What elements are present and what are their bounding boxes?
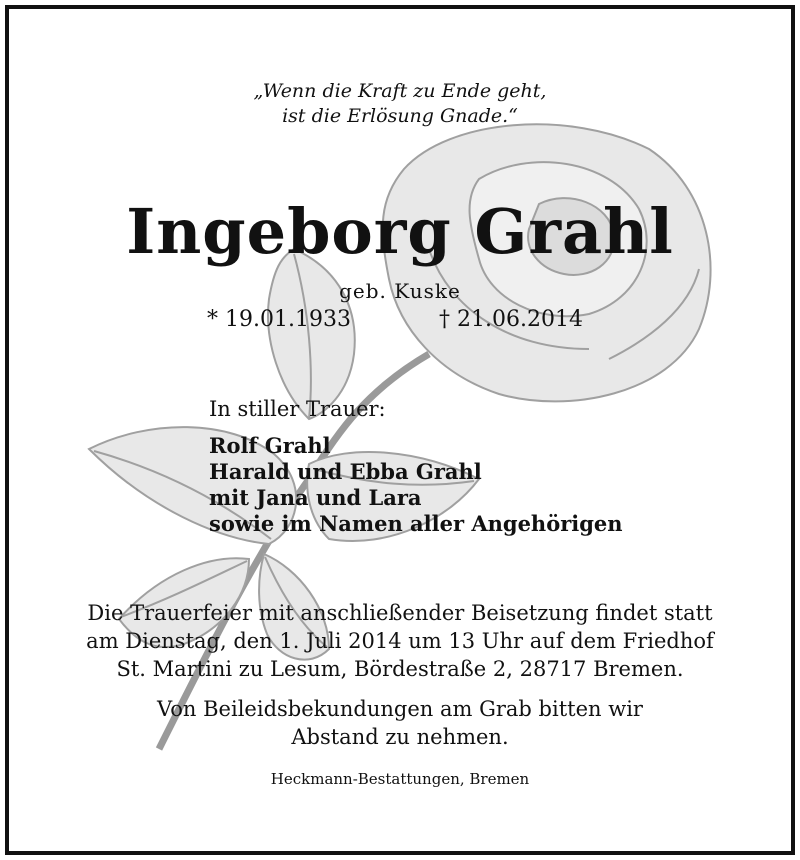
- mourner-line: Rolf Grahl: [209, 433, 331, 458]
- mourner-line: sowie im Namen aller Angehörigen: [209, 511, 623, 536]
- condolence-line: Abstand zu nehmen.: [291, 725, 509, 749]
- mourning-heading: In stiller Trauer:: [209, 397, 386, 421]
- obituary-frame: [5, 5, 795, 855]
- ceremony-line: St. Martini zu Lesum, Bördestraße 2, 28717 Bremen.: [116, 657, 684, 681]
- death-date: † 21.06.2014: [439, 307, 583, 332]
- ceremony-line: Die Trauerfeier mit anschließender Beisetzung findet statt: [87, 601, 713, 625]
- condolence-line: Von Beileidsbekundungen am Grab bitten wir: [157, 697, 643, 721]
- condolence-note: [9, 695, 791, 751]
- mourner-line: mit Jana und Lara: [209, 485, 422, 510]
- ceremony-line: am Dienstag, den 1. Juli 2014 um 13 Uhr auf dem Friedhof: [86, 629, 714, 653]
- quote-line-1: „Wenn die Kraft zu Ende geht,: [253, 80, 547, 102]
- mourners-list: [209, 433, 623, 537]
- undertaker-credit: Heckmann-Bestattungen, Bremen: [270, 770, 530, 788]
- birth-date: * 19.01.1933: [207, 307, 351, 332]
- quote-line-2: ist die Erlösung Gnade.“: [282, 105, 518, 127]
- mourner-line: Harald und Ebba Grahl: [209, 459, 482, 484]
- deceased-name: Ingeborg Grahl: [126, 195, 674, 268]
- ceremony-info: [9, 599, 791, 683]
- memorial-quote: [9, 79, 791, 129]
- maiden-name: geb. Kuske: [339, 279, 461, 303]
